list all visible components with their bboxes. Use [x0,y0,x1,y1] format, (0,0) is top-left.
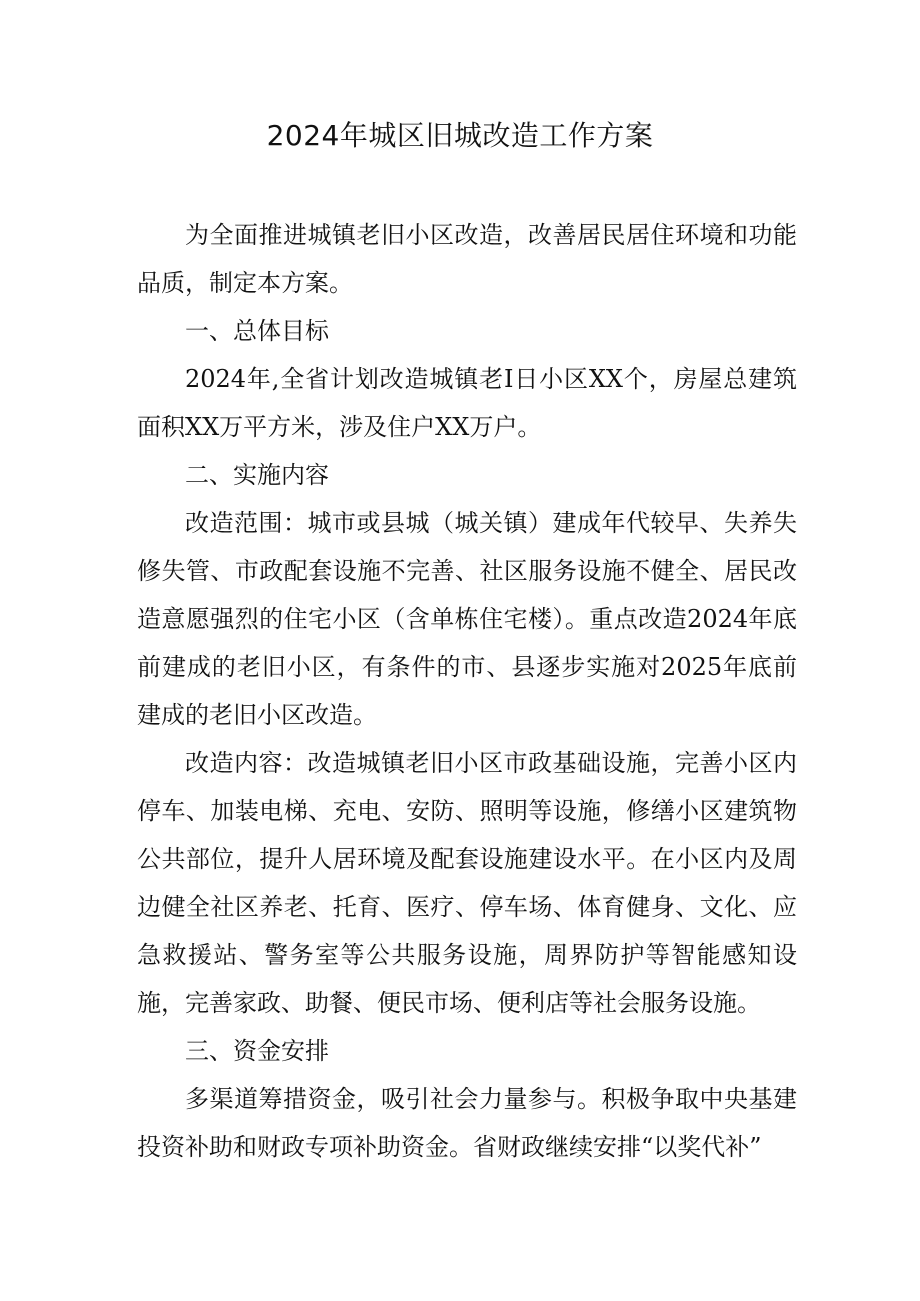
funding-paragraph: 多渠道筹措资金，吸引社会力量参与。积极争取中央基建投资补助和财政专项补助资金。省财政继续安排“以奖代补” [137,1085,797,1161]
renovation-content-paragraph: 改造内容：改造城镇老旧小区市政基础设施，完善小区内停车、加装电梯、充电、安防、照明等设施，修缮小区建筑物公共部位，提升人居环境及配套设施建设水平。在小区内及周边健全社区养老、托育、医疗、停车场、体育健身、文化、应急救援站、警务室等公共服务设施，周界防护等智能感知设施，完善家政、助餐、便民市场、便利店等社会服务设施。 [137,749,797,1017]
renovation-scope-paragraph: 改造范围：城市或县城（城关镇）建成年代较早、失养失修失管、市政配套设施不完善、社区服务设施不健全、居民改造意愿强烈的住宅小区（含单栋住宅楼）。重点改造2024年底前建成的老旧小区，有条件的市、县逐步实施对2025年底前建成的老旧小区改造。 [137,509,797,729]
document-title: 2024年城区旧城改造工作方案 [266,119,654,152]
overall-goal-paragraph: 2024年,全省计划改造城镇老I日小区XX个，房屋总建筑面积XX万平方米，涉及住户XX万户。 [137,365,797,441]
document-body [137,211,797,1171]
intro-paragraph: 为全面推进城镇老旧小区改造，改善居民居住环境和功能品质，制定本方案。 [137,221,797,297]
section-heading-implementation: 二、实施内容 [185,461,329,489]
section-heading-funding: 三、资金安排 [185,1037,329,1065]
section-heading-overall-goal: 一、总体目标 [185,317,329,345]
